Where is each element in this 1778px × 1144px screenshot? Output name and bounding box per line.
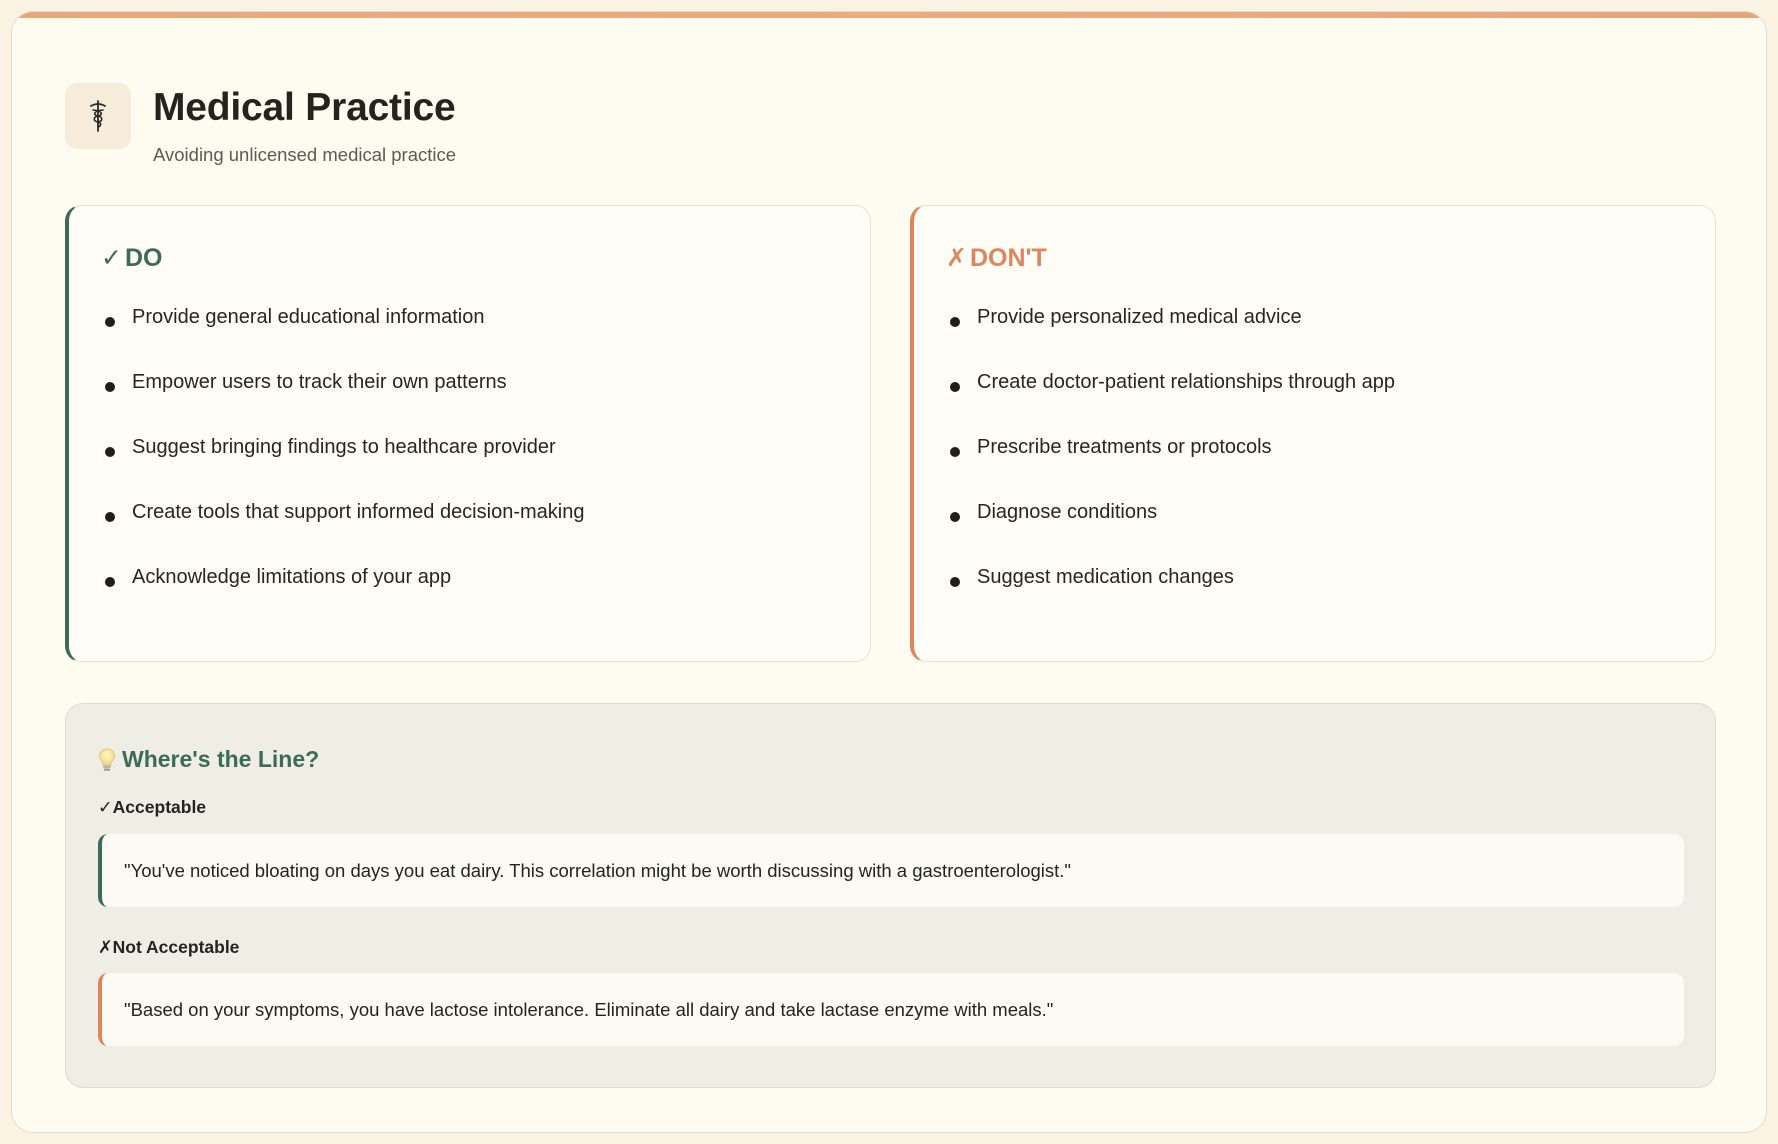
dont-heading-label: DON'T [969,243,1047,272]
list-item: Empower users to track their own patterns [101,370,584,435]
caduceus-icon [65,83,131,149]
check-icon: ✓ [98,797,113,817]
do-list [101,305,584,630]
dont-panel [910,205,1716,662]
list-item: Create doctor-patient relationships through app [946,370,1395,435]
list-item: Create tools that support informed decision-making [101,500,584,565]
cross-icon: ✗ [946,244,967,272]
acceptable-quote: "You've noticed bloating on days you eat dairy. This correlation might be worth discussing with a gastroenterologist." [98,834,1684,907]
bullet-icon [105,512,115,522]
not-acceptable-label: ✗Not Acceptable [98,937,240,957]
list-item: Provide general educational information [101,305,584,370]
do-heading-label: DO [124,243,163,272]
bullet-icon [950,447,960,457]
accent-bar [12,12,1766,18]
line-heading [98,746,319,773]
line-heading-label: Where's the Line? [122,746,320,772]
page-title: Medical Practice [153,86,456,129]
bullet-icon [950,382,960,392]
bullet-icon [950,512,960,522]
section-header [65,78,456,168]
list-item: Prescribe treatments or protocols [946,435,1395,500]
bullet-icon [105,317,115,327]
cross-icon: ✗ [98,937,113,957]
bullet-icon [950,317,960,327]
list-item: Acknowledge limitations of your app [101,565,584,630]
lightbulb-icon [98,748,116,772]
list-item: Provide personalized medical advice [946,305,1395,370]
do-heading [101,243,162,273]
content-card [11,11,1767,1133]
list-item: Suggest medication changes [946,565,1395,630]
check-icon: ✓ [101,244,122,272]
bullet-icon [105,382,115,392]
bullet-icon [105,447,115,457]
do-panel [65,205,871,662]
list-item: Suggest bringing findings to healthcare provider [101,435,584,500]
not-acceptable-quote: "Based on your symptoms, you have lactose intolerance. Eliminate all dairy and take lactase enzyme with meals." [98,973,1684,1046]
dont-list [946,305,1395,630]
bullet-icon [105,577,115,587]
acceptable-label: ✓Acceptable [98,797,207,817]
list-item: Diagnose conditions [946,500,1395,565]
bullet-icon [950,577,960,587]
page-subtitle: Avoiding unlicensed medical practice [153,144,457,165]
wheres-the-line-box [65,703,1716,1088]
dont-heading [946,243,1047,273]
